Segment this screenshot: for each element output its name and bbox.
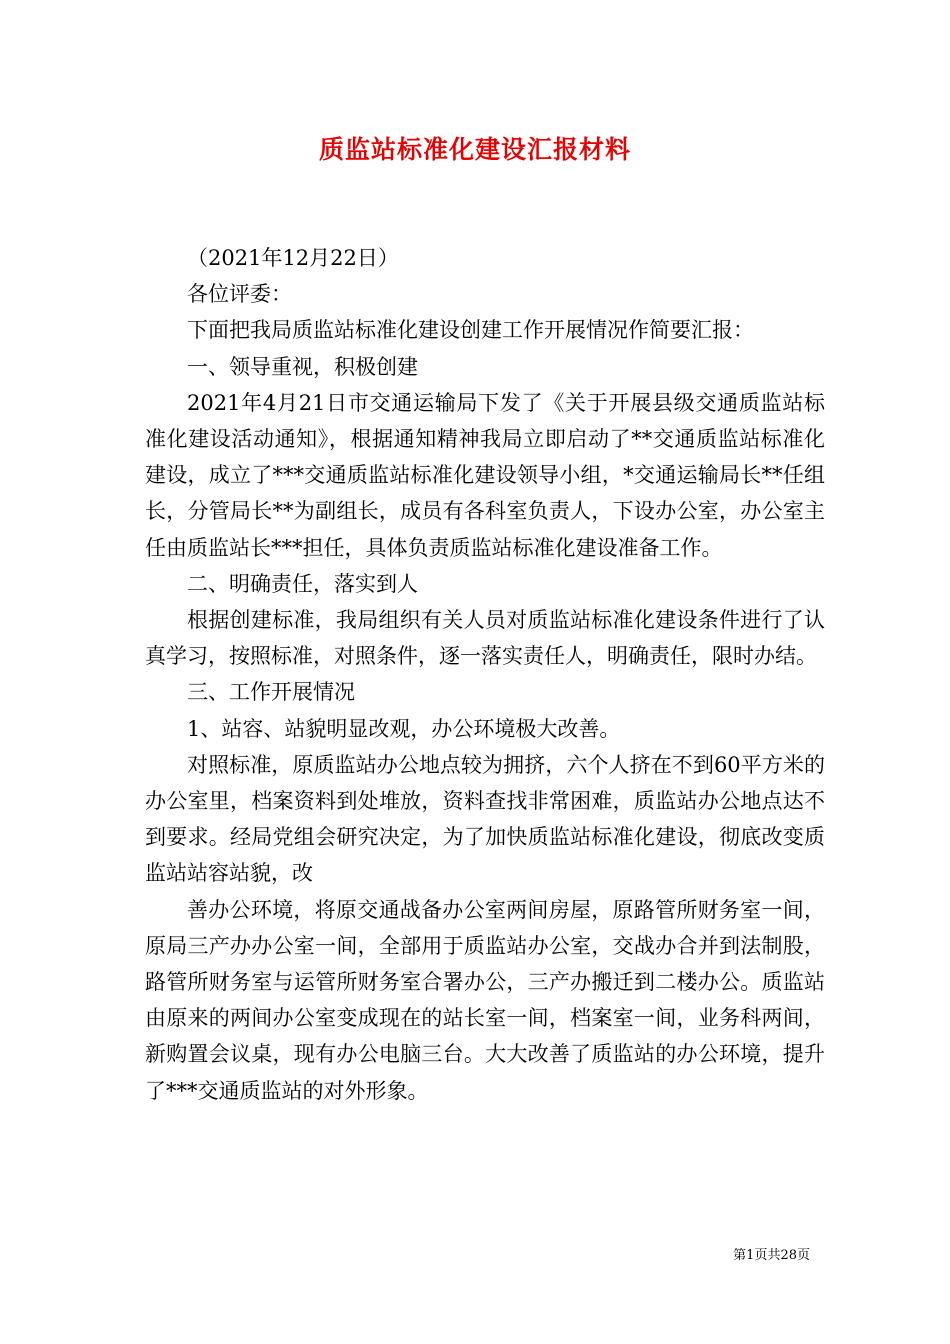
paragraph-section-1: 2021年4月21日市交通运输局下发了《关于开展县级交通质监站标准化建设活动通知》，根据通知精神我局立即启动了**交通质监站标准化建设，成立了***交通质监站标准化建设领导小组，*交通运输局长**任组长，分管局长**为副组长，成员有各科室负责人，下设办公室，办公室主任由质监站长***担任，具体负责质监站标准化建设准备工作。 [145, 390, 825, 560]
heading-section-3: 三、工作开展情况 [187, 680, 355, 705]
subheading-3-1: 1、站容、站貌明显改观，办公环境极大改善。 [187, 716, 621, 741]
page-number-footer: 第1页共28页 [733, 1248, 810, 1263]
paragraph-3-1-b: 善办公环境，将原交通战备办公室两间房屋，原路管所财务室一间，原局三产办办公室一间，全部用于质监站办公室，交战办合并到法制股，路管所财务室与运管所财务室合署办公，三产办搬迁到二楼办公。质监站由原来的两间办公室变成现在的站长室一间，档案室一间，业务科两间，新购置会议桌，现有办公电脑三台。大大改善了质监站的办公环境，提升了***交通质监站的对外形象。 [145, 897, 825, 1103]
paragraph-section-2: 根据创建标准，我局组织有关人员对质监站标准化建设条件进行了认真学习，按照标准，对照条件，逐一落实责任人，明确责任，限时办结。 [145, 608, 825, 669]
document-body [145, 240, 825, 1109]
heading-section-1: 一、领导重视，积极创建 [187, 354, 418, 379]
paragraph-3-1-a: 对照标准，原质监站办公地点较为拥挤，六个人挤在不到60平方米的办公室里，档案资料到处堆放，资料查找非常困难，质监站办公地点达不到要求。经局党组会研究决定，为了加快质监站标准化建设，彻底改变质监站站容站貌，改 [145, 752, 825, 886]
document-title: 质监站标准化建设汇报材料 [318, 135, 631, 164]
paragraph-date: （2021年12月22日） [187, 246, 399, 270]
paragraph-salutation: 各位评委： [187, 282, 292, 307]
heading-section-2: 二、明确责任，落实到人 [187, 571, 418, 596]
paragraph-intro: 下面把我局质监站标准化建设创建工作开展情况作简要汇报： [187, 318, 754, 343]
